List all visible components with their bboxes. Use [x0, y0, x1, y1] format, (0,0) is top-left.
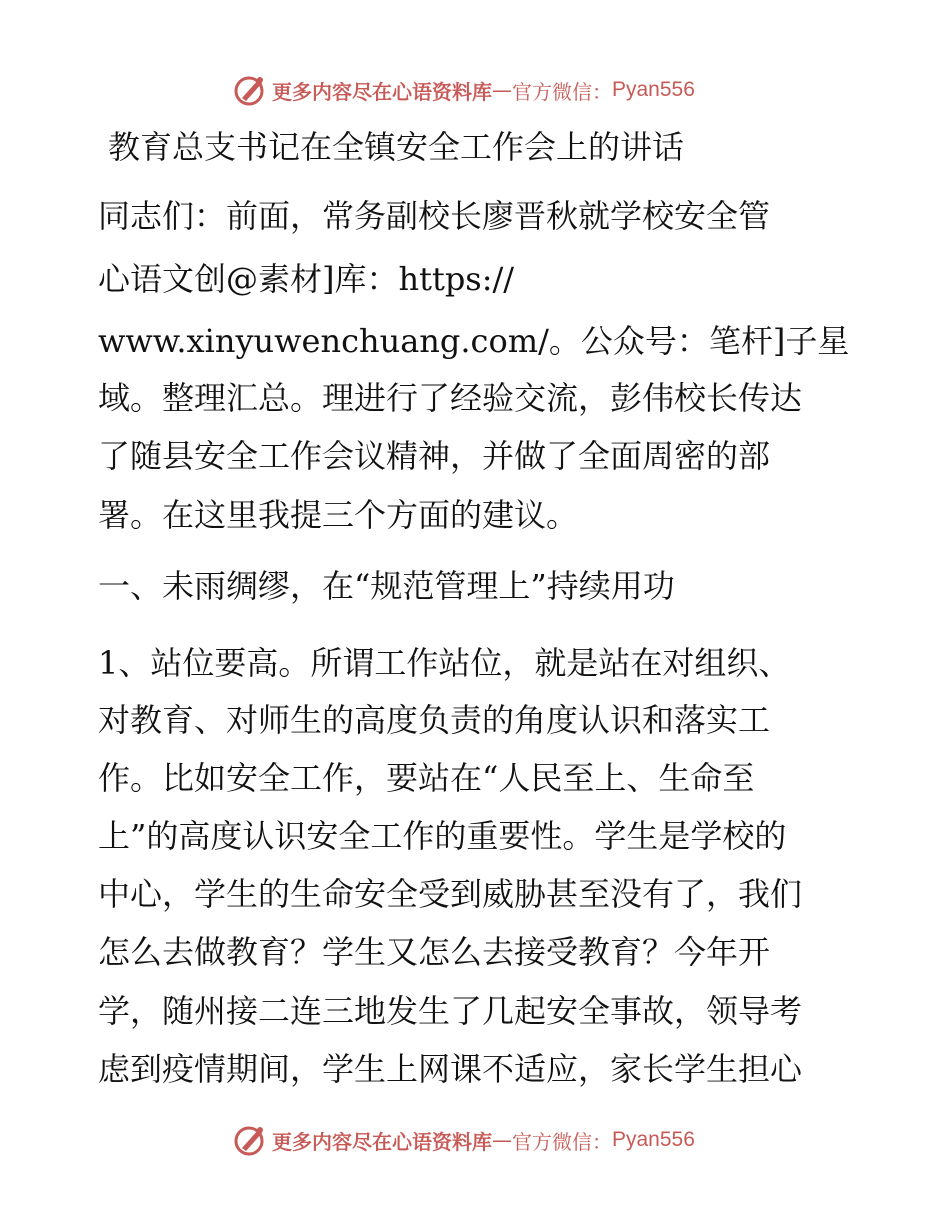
document-title: 教育总支书记在全镇安全工作会上的讲话: [108, 128, 685, 166]
watermark-wechat-id: Pyan556: [612, 1128, 695, 1151]
paragraph-line: 署。在这里我提三个方面的建议。: [98, 496, 579, 534]
paragraph-line: 怎么去做教育？学生又怎么去接受教育？今年开: [98, 933, 771, 971]
header-watermark: [232, 70, 695, 110]
watermark-wechat-id: Pyan556: [612, 78, 695, 101]
watermark-label: 官方微信：: [512, 79, 612, 104]
paragraph-line: 了随县安全工作会议精神，并做了全面周密的部: [98, 437, 771, 475]
section-heading: 一、未雨绸缪，在“规范管理上”持续用功: [98, 567, 675, 605]
paragraph-line: 1、站位要高。所谓工作站位，就是站在对组织、: [98, 644, 791, 682]
watermark-separator: —: [492, 78, 512, 102]
paragraph-line: 虑到疫情期间，学生上网课不适应，家长学生担心: [98, 1050, 803, 1088]
paragraph-line: 心语文创@素材]库：https://: [98, 260, 515, 298]
footer-watermark: [232, 1120, 695, 1160]
brand-logo-icon: [232, 1122, 268, 1158]
paragraph-line: 域。整理汇总。理进行了经验交流，彭伟校长传达: [98, 379, 803, 417]
watermark-brand-text: 更多内容尽在心语资料库: [272, 1129, 492, 1154]
paragraph-line: 同志们：前面，常务副校长廖晋秋就学校安全管: [98, 197, 771, 235]
paragraph-line: www.xinyuwenchuang.com/。公众号：笔杆]子星: [98, 322, 850, 360]
paragraph-line: 对教育、对师生的高度负责的角度认识和落实工: [98, 701, 771, 739]
brand-logo-icon: [232, 72, 268, 108]
paragraph-line: 中心，学生的生命安全受到威胁甚至没有了，我们: [98, 875, 803, 913]
watermark-brand-text: 更多内容尽在心语资料库: [272, 79, 492, 104]
paragraph-line: 作。比如安全工作，要站在“人民至上、生命至: [98, 759, 755, 797]
paragraph-line: 学，随州接二连三地发生了几起安全事故，领导考: [98, 992, 803, 1030]
paragraph-line: 上”的高度认识安全工作的重要性。学生是学校的: [98, 817, 787, 855]
watermark-separator: —: [492, 1128, 512, 1152]
watermark-label: 官方微信：: [512, 1129, 612, 1154]
